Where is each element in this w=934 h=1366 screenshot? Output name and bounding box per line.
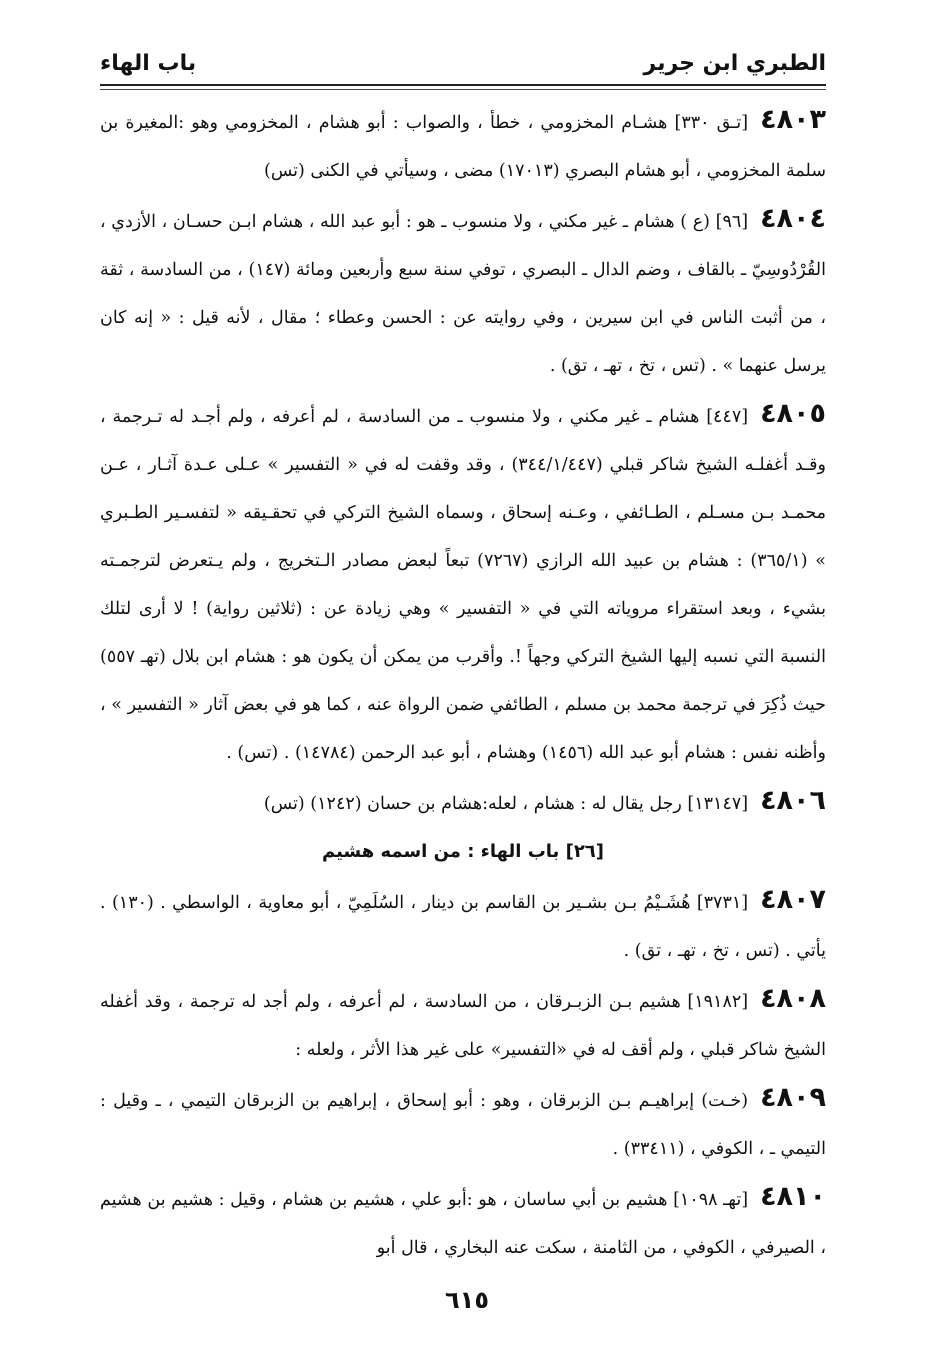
header-chapter-title: باب الهاء — [100, 51, 197, 76]
entry-text: [٣٧٣١] هُشَـيْمُ بـن بشـير بن القاسم بن دينار ، السُلَمِيّ ، أبو معاوية ، الواسطي . (١٣٠) . يأتي . (تس ، تخ ، تهـ ، تق) . — [100, 893, 826, 961]
entry-number: ٤٨٠٨ — [760, 983, 826, 1014]
entry-4806 — [100, 777, 826, 828]
entry-number: ٤٨١٠ — [760, 1181, 826, 1212]
entry-number: ٤٨٠٧ — [760, 884, 827, 915]
entry-number: ٤٨٠٥ — [760, 398, 826, 429]
header-rule-thin — [100, 89, 826, 90]
page-number: ٦١٥ — [445, 1286, 489, 1314]
entry-number: ٤٨٠٤ — [760, 203, 826, 234]
entry-number: ٤٨٠٩ — [760, 1082, 826, 1113]
entry-4809 — [100, 1074, 826, 1173]
entry-4807 — [100, 876, 826, 975]
header-book-title: الطبري ابن جرير — [643, 51, 826, 76]
running-header — [100, 38, 826, 76]
entry-text: [تهـ ١٠٩٨] هشيم بن أبي ساسان ، هو :أبو علي ، هشيم بن هشام ، وقيل : هشيم بن هشيم ، الصيرفي ، الكوفي ، من الثامنة ، سكت عنه البخاري ، قال أبو — [100, 1190, 826, 1258]
entry-4804 — [100, 195, 826, 390]
entry-4808 — [100, 975, 826, 1074]
section-heading: [٢٦] باب الهاء : من اسمه هشيم — [321, 841, 605, 862]
entry-4803 — [100, 96, 826, 195]
entry-4810 — [100, 1173, 826, 1272]
entry-number: ٤٨٠٣ — [760, 104, 827, 135]
entry-text: (خـت) إبراهيـم بـن الزبرقان ، وهو : أبو إسحاق ، إبراهيم بن الزبرقان التيمي ، ـ وقيل : التيمي ـ ، الكوفي ، (٣٣٤١١) . — [100, 1091, 826, 1159]
entry-4805 — [100, 390, 826, 777]
header-rule-thick — [100, 84, 826, 86]
entry-text: [١٣١٤٧] رجل يقال له : هشام ، لعله:هشام بن حسان (١٢٤٢) (تس) — [263, 794, 749, 814]
entry-text: [٤٤٧] هشام ـ غير مكني ، ولا منسوب ـ من السادسة ، لم أعرفه ، ولم أجـد له تـرجمة ، وقـد أغفلـه الشيخ شاكر قبلي (٣٤٤/١/٤٤٧) ، وقد وقفت له في « التفسير » عـلى عـدة آثـار ، عـن محمـد بـن مسـلم ، الطـائفي ، وعـنه إسحاق ، وسماه الشيخ التركي في تحقـيقه « لتفسـير الطـبري » (٣٦٥/١) : هشام بن عبيد الله الرازي (٧٢٦٧) تبعاً لبعض مصادر الـتخريج ، ولم يـتعرض لترجمـته بشيء ، وبعد استقراء مروياته التي في « التفسير » وهي زيادة عن : (ثلاثين رواية) ! لا أرى لتلك النسبة التي نسبه إليها الشيخ التركي وجهاً !. وأقرب من يمكن أن يكون هو : هشام ابن بلال (تهـ ٥٥٧) حيث ذُكِرَ في ترجمة محمد بن مسلم ، الطائفي ضمن الرواة عنه ، كما هو في بعض آثار « التفسير » ، وأظنه نفس : هشام أبو عبد الله (١٤٥٦) وهشام ، أبو عبد الرحمن (١٤٧٨٤) . (تس) . — [100, 407, 827, 763]
page-body — [100, 96, 826, 1272]
entry-number: ٤٨٠٦ — [760, 785, 826, 816]
entry-text: [٩٦] (ع ) هشام ـ غير مكني ، ولا منسوب ـ هو : أبو عبد الله ، هشام ابـن حسـان ، الأزدي ، القُرْدُوسِيّ ـ بالقاف ، وضم الدال ـ البصري ، توفي سنة سبع وأربعين ومائة (١٤٧) ، من السادسة ، ثقة ، من أثبت الناس في ابن سيرين ، وفي روايته عن : الحسن وعطاء ؛ مقال ، لأنه قيل : « إنه كان يرسل عنهما » . (تس ، تخ ، تهـ ، تق) . — [100, 212, 827, 376]
entry-text: [١٩١٨٢] هشيم بـن الزبـرقان ، من السادسة ، لم أعرفه ، ولم أجد له ترجمة ، وقد أغفله الشيخ شاكر قبلي ، ولم أقف له في «التفسير» على غير هذا الأثر ، ولعله : — [100, 992, 826, 1060]
entry-text: [تـق ٣٣٠] هشـام المخزومي ، خطأ ، والصواب : أبو هشام ، المخزومي وهو :المغيرة بن سلمة المخزومي ، أبو هشام البصري (١٧٠١٣) مضى ، وسيأتي في الكنى (تس) — [100, 113, 826, 181]
